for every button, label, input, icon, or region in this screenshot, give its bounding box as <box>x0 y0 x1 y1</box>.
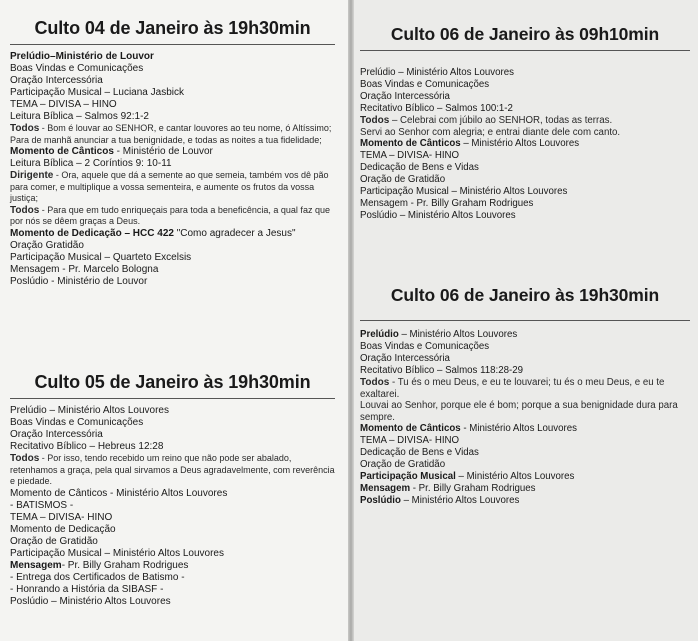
service-title: Culto 04 de Janeiro às 19h30min <box>34 18 311 38</box>
program-item: Oração de Gratidão <box>360 174 446 185</box>
program-item: Mensagem- Pr. Billy Graham Rodrigues <box>10 559 189 571</box>
service-title: Culto 06 de Janeiro às 19h30min <box>390 285 660 305</box>
program-item: Momento de Cânticos - Ministério Altos Louvores <box>360 423 577 434</box>
reading-text: Todos - Bom é louvar ao SENHOR, e cantar louvores ao teu nome, ó Altíssimo; <box>10 123 332 134</box>
program-item: Prelúdio – Ministério Altos Louvores <box>10 405 169 416</box>
title-rule <box>10 44 335 45</box>
reading-text: Louvai ao Senhor, porque ele é bom; porque a sua benignidade dura para sempre. <box>360 400 678 423</box>
program-item: Mensagem - Pr. Billy Graham Rodrigues <box>360 198 534 209</box>
program-item: Boas Vindas e Comunicações <box>360 79 490 90</box>
title-rule <box>10 398 335 399</box>
service-title: Culto 06 de Janeiro às 09h10min <box>390 24 660 44</box>
service-jan-05 <box>10 372 335 608</box>
title-rule <box>360 320 690 321</box>
program-item: TEMA – DIVISA- HINO <box>10 511 113 523</box>
service-jan-04 <box>10 18 335 288</box>
program-item: Leitura Bíblica – 2 Coríntios 9: 10-11 <box>10 158 172 169</box>
page-fold <box>348 0 354 641</box>
program-item: Oração Intercessória <box>360 91 450 102</box>
program-item: Boas Vindas e Comunicações <box>10 63 144 74</box>
program-item: Oração Gratidão <box>10 239 84 251</box>
program-item: - Entrega dos Certificados de Batismo - <box>10 571 185 583</box>
program-item: Momento de Dedicação – HCC 422 "Como agradecer a Jesus" <box>10 227 296 239</box>
program-item: Participação Musical – Ministério Altos Louvores <box>360 186 568 197</box>
program-item: Momento de Cânticos - Ministério Altos Louvores <box>10 487 228 499</box>
program-item: Recitativo Bíblico – Salmos 118:28-29 <box>360 365 523 376</box>
reading-text: Todos – Celebrai com júbilo ao SENHOR, todas as terras. <box>360 115 613 126</box>
program-item: Boas Vindas e Comunicações <box>360 341 490 352</box>
program-item: Poslúdio - Ministério de Louvor <box>10 275 148 287</box>
program-item: TEMA – DIVISA- HINO <box>360 150 460 161</box>
program-item: TEMA – DIVISA- HINO <box>360 435 460 446</box>
reading-text: Todos - Por isso, tendo recebido um reino que não pode ser abalado, retenhamos a graça, pela qual sirvamos a Deus agradavelmente, com reverência e piedade. <box>10 453 335 486</box>
program-item: Oração de Gratidão <box>360 459 446 470</box>
reading-text: Para de manhã anunciar a tua benignidade, e todas as noites a tua fidelidade; <box>10 134 322 145</box>
program-item: Prelúdio – Ministério Altos Louvores <box>360 329 518 340</box>
title-rule <box>360 50 690 51</box>
program-item: Momento de Dedicação <box>10 523 116 535</box>
program-item: Oração Intercessória <box>10 75 103 86</box>
program-item: Mensagem - Pr. Marcelo Bologna <box>10 263 159 275</box>
program-item: Oração Intercessória <box>360 353 450 364</box>
program-item: Recitativo Bíblico – Salmos 100:1-2 <box>360 103 513 114</box>
program-item: TEMA – DIVISA – HINO <box>10 99 117 110</box>
reading-text: Servi ao Senhor com alegria; e entrai diante dele com canto. <box>360 126 621 138</box>
service-title: Culto 05 de Janeiro às 19h30min <box>34 372 311 392</box>
program-item: Prelúdio – Ministério Altos Louvores <box>360 67 515 78</box>
reading-text: Todos - Tu és o meu Deus, e eu te louvarei; tu és o meu Deus, e eu te exaltarei. <box>360 377 665 400</box>
program-item: Oração Intercessória <box>10 429 103 440</box>
program-item: Recitativo Bíblico – Hebreus 12:28 <box>10 441 164 452</box>
program-item: Boas Vindas e Comunicações <box>10 417 144 428</box>
program-item: Participação Musical – Quarteto Excelsis <box>10 251 192 263</box>
program-item: Poslúdio – Ministério Altos Louvores <box>360 210 516 221</box>
program-item: Leitura Bíblica – Salmos 92:1-2 <box>10 111 149 122</box>
program-item: Dedicação de Bens e Vidas <box>360 162 479 173</box>
program-item: Mensagem - Pr. Billy Graham Rodrigues <box>360 483 536 494</box>
service-jan-06-morning <box>360 24 690 222</box>
reading-text: Todos - Para que em tudo enriqueçais para toda a beneficência, a qual faz que por nós se dêem graças a Deus. <box>10 204 330 226</box>
program-item: Dedicação de Bens e Vidas <box>360 447 479 458</box>
reading-text: Dirigente - Ora, aquele que dá a semente ao que semeia, também vos dê pão para comer, e multiplique a vossa sementeira, e aumente os frutos da vossa justiça; <box>10 170 329 203</box>
service-jan-06-evening <box>360 285 690 507</box>
program-item: Oração de Gratidão <box>10 535 98 547</box>
program-item: Poslúdio – Ministério Altos Louvores <box>10 595 171 607</box>
program-item: Participação Musical – Luciana Jasbick <box>10 87 184 98</box>
program-item: Prelúdio–Ministério de Louvor <box>10 51 154 62</box>
program-item: Momento de Cânticos – Ministério Altos Louvores <box>360 138 580 149</box>
program-item: Participação Musical – Ministério Altos Louvores <box>10 547 224 559</box>
program-item: Poslúdio – Ministério Altos Louvores <box>360 495 520 506</box>
program-item: Momento de Cânticos - Ministério de Louvor <box>10 146 213 157</box>
program-item: Participação Musical – Ministério Altos Louvores <box>360 471 575 482</box>
program-item: - BATISMOS - <box>10 499 74 511</box>
program-item: - Honrando a História da SIBASF - <box>10 583 164 595</box>
